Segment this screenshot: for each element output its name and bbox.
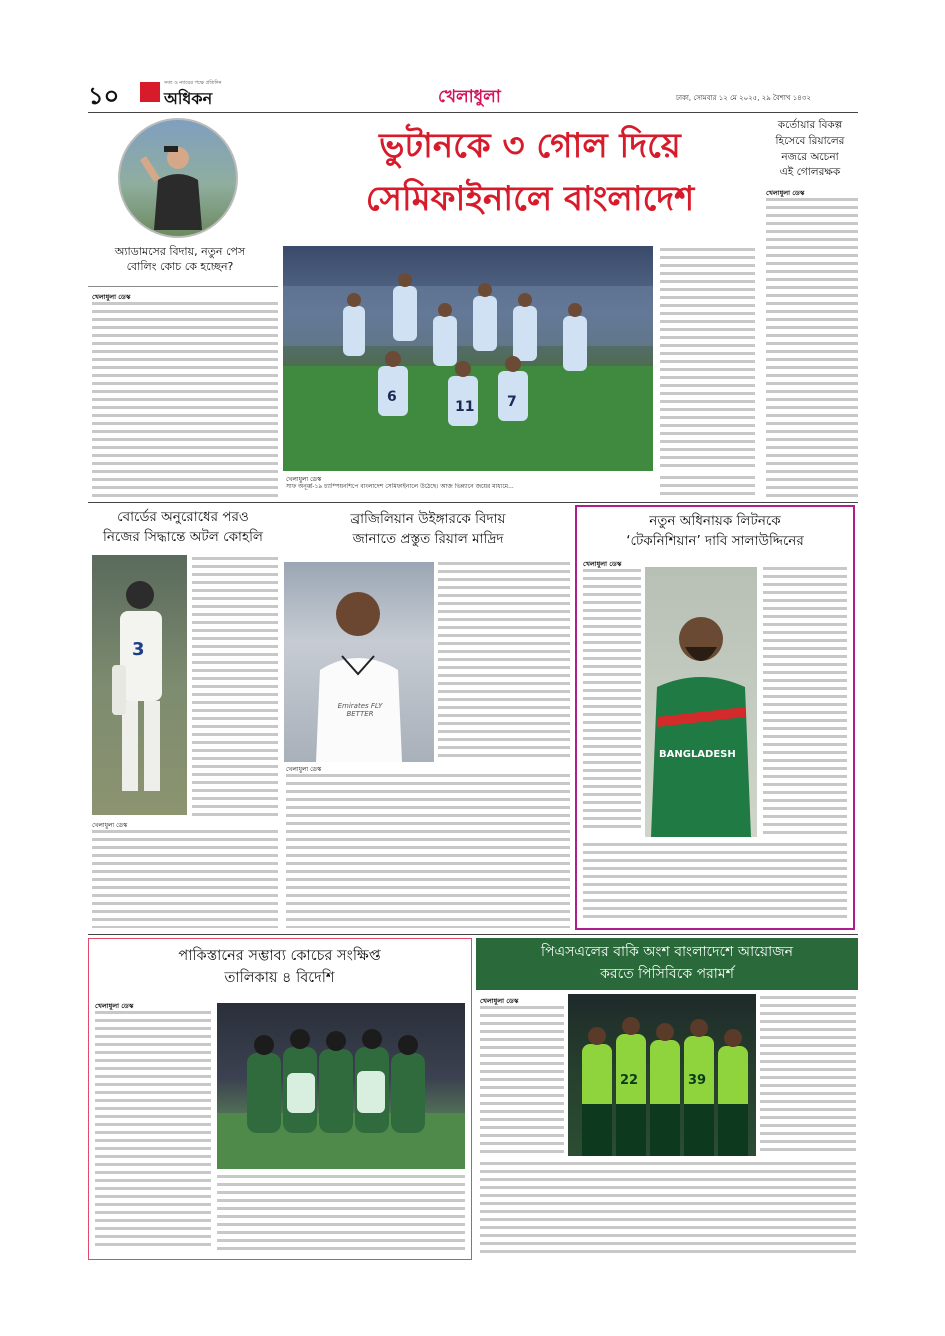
kohli-headline-line2: নিজের সিদ্ধান্তে অটল কোহলি <box>102 528 263 545</box>
litton-body-right <box>763 567 847 837</box>
kohli-body-right <box>192 557 278 817</box>
paper-logo <box>140 80 232 108</box>
adams-headline-line1: অ্যাডামসের বিদায়, নতুন পেস <box>114 245 246 258</box>
litton-headline-line2: ‘টেকনিশিয়ান’ দাবি সালাউদ্দিনের <box>626 533 804 550</box>
lead-photo-caption: সাফ অনূর্ধ্ব-১৯ চ্যাম্পিয়নশিপে বাংলাদেশ সেমিফাইনালে উঠেছে। আজ ভিন্ন্যানে জয়ের মাধ্যমে... <box>286 483 514 490</box>
rodrygo-headline <box>283 510 573 549</box>
row2-rule <box>88 934 858 935</box>
psl-byline: খেলাধুলা ডেস্ক <box>480 997 519 1005</box>
psl-body-left <box>480 1006 564 1156</box>
psl-players <box>568 994 756 1156</box>
adams-figure <box>120 120 238 238</box>
masthead <box>88 78 858 114</box>
svg-text:3: 3 <box>132 639 145 660</box>
adams-headline <box>90 245 270 275</box>
kohli-headline <box>88 508 278 547</box>
adams-byline: খেলাধুলা ডেস্ক <box>92 293 131 301</box>
psl-photo <box>568 994 756 1156</box>
psl-headline-line1: পিএসএলের বাকি অংশ বাংলাদেশে আয়োজন <box>540 944 794 960</box>
keeper-headline-line3: নজরে অচেনা <box>781 150 839 163</box>
keeper-body <box>766 198 858 498</box>
rodrygo-photo <box>284 562 434 762</box>
date-line: ঢাকা, সোমবার ১২ মে ২০২৫, ২৯ বৈশাখ ১৪৩২ <box>676 94 811 102</box>
litton-byline: খেলাধুলা ডেস্ক <box>583 560 622 568</box>
lead-headline-line1: ভুটানকে ৩ গোল দিয়ে <box>379 126 681 166</box>
pakistan-body-left <box>95 1011 211 1249</box>
rodrygo-figure <box>284 562 434 762</box>
svg-text:22: 22 <box>620 1073 639 1088</box>
rodrygo-photo-credit: খেলাধুলা ডেস্ক <box>286 766 322 773</box>
psl-body-right <box>760 996 856 1156</box>
lead-players <box>283 246 653 471</box>
page-number: ১০ <box>88 82 120 110</box>
keeper-headline-line2: হিসেবে রিয়ালের <box>775 134 845 147</box>
litton-photo <box>645 567 757 837</box>
pakistan-body-bottom <box>217 1175 465 1251</box>
keeper-headline <box>760 118 860 181</box>
adams-body <box>92 302 278 500</box>
lead-headline <box>310 120 750 225</box>
adams-photo <box>118 118 238 238</box>
litton-headline <box>577 511 853 552</box>
paper-logo-box <box>140 82 160 102</box>
pakistan-headline <box>89 945 470 990</box>
litton-body-bottom <box>583 843 847 923</box>
lead-headline-line2: সেমিফাইনালে বাংলাদেশ <box>365 178 695 219</box>
rodrygo-headline-line2: জানাতে প্রস্তুত রিয়াল মাদ্রিদ <box>352 530 504 547</box>
rodrygo-jersey-text: Emirates FLY BETTER <box>337 702 383 718</box>
keeper-byline: খেলাধুলা ডেস্ক <box>766 189 805 197</box>
keeper-headline-line1: কর্তোয়ার বিকল্প <box>777 119 843 131</box>
masthead-rule <box>88 112 858 113</box>
lead-photo <box>283 246 653 471</box>
psl-headline-line2: করতে পিসিবিকে পরামর্শ <box>600 965 734 982</box>
rodrygo-headline-line1: ব্রাজিলিয়ান উইঙ্গারকে বিদায় <box>350 511 506 527</box>
kohli-body-bottom <box>92 830 278 928</box>
rodrygo-body-side <box>438 562 570 762</box>
psl-banner <box>476 938 858 990</box>
keeper-headline-line4: এই গোলরক্ষক <box>779 166 841 179</box>
lead-photo-credit: খেলাধুলা ডেস্ক <box>286 476 322 483</box>
psl-body-bottom <box>480 1162 856 1258</box>
paper-name: অধিকন <box>164 89 213 108</box>
pakistan-byline: খেলাধুলা ডেস্ক <box>95 1002 134 1010</box>
pakistan-headline-line2: তালিকায় ৪ বিদেশি <box>224 970 335 987</box>
rodrygo-body-bottom <box>286 774 570 928</box>
paper-tagline: সত্য ও ন্যায়ের পক্ষে প্রতিদিন <box>164 80 222 86</box>
litton-headline-line1: নতুন অধিনায়ক লিটনকে <box>649 513 781 529</box>
adams-rule <box>88 286 278 287</box>
kohli-figure <box>92 555 187 815</box>
lead-body-right <box>660 248 755 470</box>
svg-text:7: 7 <box>507 394 517 410</box>
litton-box <box>575 505 855 930</box>
svg-text:6: 6 <box>387 389 397 405</box>
adams-sunglasses <box>164 146 178 152</box>
lead-body-bottom <box>660 476 755 498</box>
pakistan-headline-line1: পাকিস্তানের সম্ভাব্য কোচের সংক্ষিপ্ত <box>178 948 381 964</box>
pakistan-photo <box>217 1003 465 1169</box>
litton-jersey-text: BANGLADESH <box>659 749 736 760</box>
adams-headline-line2: বোলিং কোচ কে হচ্ছেন? <box>126 259 234 273</box>
row1-rule <box>88 502 858 503</box>
pakistan-box <box>88 938 472 1260</box>
kohli-headline-line1: বোর্ডের অনুরোধের পরও <box>117 509 249 525</box>
section-label: খেলাধুলা <box>438 87 501 107</box>
psl-headline <box>476 942 858 985</box>
kohli-byline: খেলাধুলা ডেস্ক <box>92 822 128 829</box>
svg-text:11: 11 <box>455 399 475 415</box>
kohli-photo <box>92 555 187 815</box>
pakistan-huddle <box>217 1003 465 1169</box>
litton-figure <box>645 567 757 837</box>
svg-text:39: 39 <box>688 1073 707 1088</box>
litton-body-left <box>583 569 641 829</box>
